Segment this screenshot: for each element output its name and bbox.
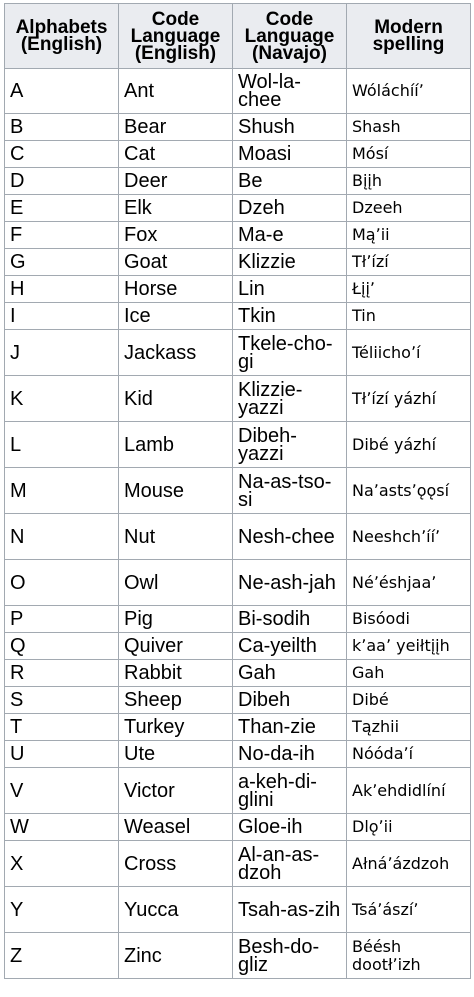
cell-code-english: Lamb bbox=[119, 422, 233, 468]
cell-code-navajo: Dzeh bbox=[233, 195, 347, 222]
cell-modern-spelling: Tłʼízí yázhí bbox=[347, 376, 471, 422]
table-row bbox=[5, 114, 471, 141]
cell-letter: O bbox=[5, 560, 119, 606]
cell-code-navajo: Na-as-tso-si bbox=[233, 468, 347, 514]
cell-letter: I bbox=[5, 303, 119, 330]
cell-code-english: Ute bbox=[119, 741, 233, 768]
cell-modern-spelling: Ałnáʼázdzoh bbox=[347, 841, 471, 887]
cell-modern-spelling: Shash bbox=[347, 114, 471, 141]
cell-modern-spelling: Mósí bbox=[347, 141, 471, 168]
cell-code-english: Cat bbox=[119, 141, 233, 168]
table-row bbox=[5, 687, 471, 714]
cell-code-english: Owl bbox=[119, 560, 233, 606]
table-row bbox=[5, 768, 471, 814]
cell-code-navajo: Lin bbox=[233, 276, 347, 303]
cell-modern-spelling: Tązhii bbox=[347, 714, 471, 741]
cell-modern-spelling: Dzeeh bbox=[347, 195, 471, 222]
cell-letter: G bbox=[5, 249, 119, 276]
table-row bbox=[5, 814, 471, 841]
cell-modern-spelling: Béésh dootłʼizh bbox=[347, 933, 471, 979]
table-row bbox=[5, 468, 471, 514]
cell-modern-spelling: Tin bbox=[347, 303, 471, 330]
cell-code-english: Kid bbox=[119, 376, 233, 422]
cell-code-english: Bear bbox=[119, 114, 233, 141]
header-alphabets: Alphabets (English) bbox=[5, 4, 119, 69]
cell-letter: L bbox=[5, 422, 119, 468]
cell-code-navajo: Gloe-ih bbox=[233, 814, 347, 841]
cell-letter: Z bbox=[5, 933, 119, 979]
header-row bbox=[5, 4, 471, 69]
cell-modern-spelling: Tsáʼászíʼ bbox=[347, 887, 471, 933]
table-row bbox=[5, 303, 471, 330]
cell-code-english: Victor bbox=[119, 768, 233, 814]
cell-letter: U bbox=[5, 741, 119, 768]
cell-letter: T bbox=[5, 714, 119, 741]
cell-code-navajo: a-keh-di-glini bbox=[233, 768, 347, 814]
cell-code-navajo: Al-an-as-dzoh bbox=[233, 841, 347, 887]
cell-modern-spelling: Mąʼii bbox=[347, 222, 471, 249]
table-row bbox=[5, 887, 471, 933]
cell-code-navajo: Gah bbox=[233, 660, 347, 687]
table-row bbox=[5, 606, 471, 633]
cell-code-english: Cross bbox=[119, 841, 233, 887]
table-row bbox=[5, 714, 471, 741]
cell-modern-spelling: Bisóodi bbox=[347, 606, 471, 633]
cell-modern-spelling: Łįįʼ bbox=[347, 276, 471, 303]
cell-code-navajo: Ca-yeilth bbox=[233, 633, 347, 660]
table-row bbox=[5, 376, 471, 422]
header-code-navajo: Code Language (Navajo) bbox=[233, 4, 347, 69]
cell-code-navajo: Ma-e bbox=[233, 222, 347, 249]
cell-code-navajo: Bi-sodih bbox=[233, 606, 347, 633]
cell-code-navajo: Dibeh bbox=[233, 687, 347, 714]
cell-letter: Y bbox=[5, 887, 119, 933]
cell-code-english: Sheep bbox=[119, 687, 233, 714]
cell-letter: J bbox=[5, 330, 119, 376]
cell-letter: B bbox=[5, 114, 119, 141]
header-code-english: Code Language (English) bbox=[119, 4, 233, 69]
cell-code-english: Fox bbox=[119, 222, 233, 249]
table-row bbox=[5, 141, 471, 168]
table-row bbox=[5, 514, 471, 560]
cell-code-navajo: Ne-ash-jah bbox=[233, 560, 347, 606]
cell-letter: V bbox=[5, 768, 119, 814]
cell-letter: N bbox=[5, 514, 119, 560]
cell-modern-spelling: Dibé bbox=[347, 687, 471, 714]
cell-letter: K bbox=[5, 376, 119, 422]
cell-letter: W bbox=[5, 814, 119, 841]
cell-modern-spelling: Neeshchʼííʼ bbox=[347, 514, 471, 560]
cell-modern-spelling: Dlǫʼii bbox=[347, 814, 471, 841]
cell-code-english: Ice bbox=[119, 303, 233, 330]
cell-code-navajo: Dibeh-yazzi bbox=[233, 422, 347, 468]
table-row bbox=[5, 195, 471, 222]
cell-code-english: Yucca bbox=[119, 887, 233, 933]
cell-modern-spelling: Gah bbox=[347, 660, 471, 687]
cell-code-english: Mouse bbox=[119, 468, 233, 514]
cell-modern-spelling: Téliichoʼí bbox=[347, 330, 471, 376]
table-row bbox=[5, 276, 471, 303]
cell-modern-spelling: Dibé yázhí bbox=[347, 422, 471, 468]
table-row bbox=[5, 933, 471, 979]
cell-modern-spelling: Wóláchííʼ bbox=[347, 69, 471, 114]
cell-code-english: Jackass bbox=[119, 330, 233, 376]
cell-letter: F bbox=[5, 222, 119, 249]
cell-code-navajo: Moasi bbox=[233, 141, 347, 168]
cell-letter: Q bbox=[5, 633, 119, 660]
cell-letter: D bbox=[5, 168, 119, 195]
cell-code-english: Zinc bbox=[119, 933, 233, 979]
cell-code-navajo: Be bbox=[233, 168, 347, 195]
cell-letter: H bbox=[5, 276, 119, 303]
cell-modern-spelling: Néʼéshjaaʼ bbox=[347, 560, 471, 606]
table-row bbox=[5, 660, 471, 687]
cell-modern-spelling: Nóódaʼí bbox=[347, 741, 471, 768]
cell-modern-spelling: Bįįh bbox=[347, 168, 471, 195]
cell-letter: P bbox=[5, 606, 119, 633]
cell-modern-spelling: Akʼehdidlíní bbox=[347, 768, 471, 814]
cell-code-navajo: Nesh-chee bbox=[233, 514, 347, 560]
cell-code-english: Turkey bbox=[119, 714, 233, 741]
table-row bbox=[5, 222, 471, 249]
cell-code-english: Pig bbox=[119, 606, 233, 633]
table-row bbox=[5, 168, 471, 195]
cell-code-navajo: No-da-ih bbox=[233, 741, 347, 768]
cell-code-english: Nut bbox=[119, 514, 233, 560]
table-row bbox=[5, 330, 471, 376]
cell-letter: X bbox=[5, 841, 119, 887]
table-row bbox=[5, 69, 471, 114]
table-row bbox=[5, 841, 471, 887]
table-row bbox=[5, 633, 471, 660]
cell-code-navajo: Tkin bbox=[233, 303, 347, 330]
cell-code-english: Quiver bbox=[119, 633, 233, 660]
cell-code-navajo: Than-zie bbox=[233, 714, 347, 741]
cell-code-navajo: Tsah-as-zih bbox=[233, 887, 347, 933]
cell-code-navajo: Shush bbox=[233, 114, 347, 141]
cell-letter: R bbox=[5, 660, 119, 687]
table-row bbox=[5, 741, 471, 768]
cell-letter: E bbox=[5, 195, 119, 222]
cell-code-navajo: Tkele-cho-gi bbox=[233, 330, 347, 376]
code-talker-table bbox=[4, 3, 471, 979]
cell-code-english: Horse bbox=[119, 276, 233, 303]
cell-letter: A bbox=[5, 69, 119, 114]
cell-code-english: Deer bbox=[119, 168, 233, 195]
cell-code-navajo: Wol-la-chee bbox=[233, 69, 347, 114]
cell-letter: C bbox=[5, 141, 119, 168]
cell-letter: S bbox=[5, 687, 119, 714]
cell-code-english: Rabbit bbox=[119, 660, 233, 687]
cell-modern-spelling: kʼaaʼ yeiłtįįh bbox=[347, 633, 471, 660]
header-modern-spelling: Modern spelling bbox=[347, 4, 471, 69]
cell-code-english: Ant bbox=[119, 69, 233, 114]
cell-code-navajo: Besh-do-gliz bbox=[233, 933, 347, 979]
cell-code-english: Weasel bbox=[119, 814, 233, 841]
table-row bbox=[5, 249, 471, 276]
cell-modern-spelling: Tłʼízí bbox=[347, 249, 471, 276]
cell-code-navajo: Klizzie bbox=[233, 249, 347, 276]
cell-modern-spelling: Naʼastsʼǫǫsí bbox=[347, 468, 471, 514]
cell-code-english: Elk bbox=[119, 195, 233, 222]
cell-letter: M bbox=[5, 468, 119, 514]
cell-code-navajo: Klizzie-yazzi bbox=[233, 376, 347, 422]
cell-code-english: Goat bbox=[119, 249, 233, 276]
table-row bbox=[5, 422, 471, 468]
table-row bbox=[5, 560, 471, 606]
